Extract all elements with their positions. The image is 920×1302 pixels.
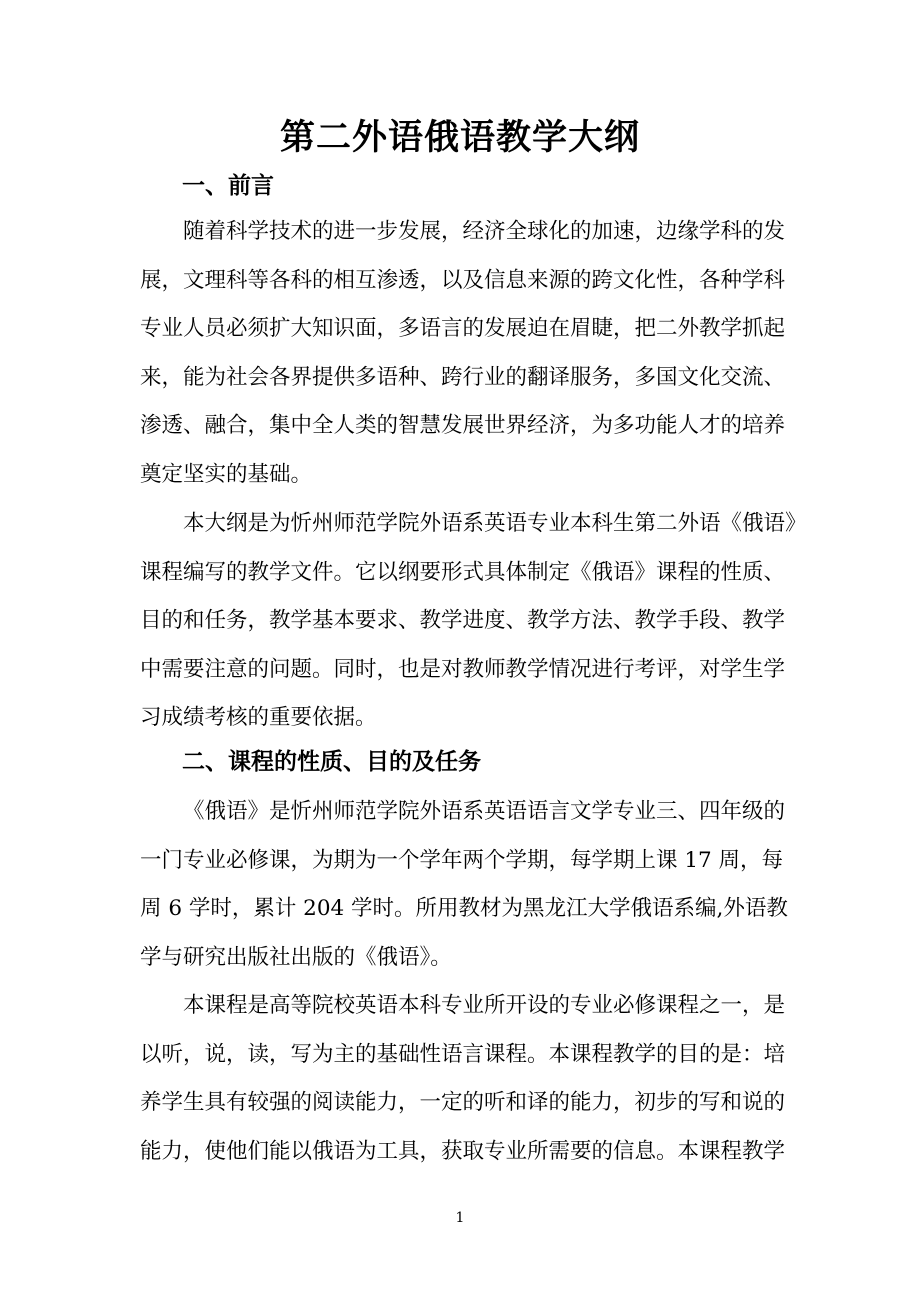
- text-line: 专业人员必须扩大知识面，多语言的发展迫在眉睫，把二外教学抓起: [140, 316, 786, 342]
- section-heading-course-nature: 二、课程的性质、目的及任务: [182, 748, 481, 775]
- paragraph: [140, 982, 786, 1176]
- text-line: 习成绩考核的重要依据。: [140, 705, 377, 731]
- text-line: 养学生具有较强的阅读能力，一定的听和译的能力，初步的写和说的: [140, 1090, 786, 1116]
- text-line: 中需要注意的问题。同时，也是对教师教学情况进行考评，对学生学: [140, 656, 786, 682]
- text-line: 渗透、融合，集中全人类的智慧发展世界经济，为多功能人才的培养: [140, 413, 786, 439]
- document-title: 第二外语俄语教学大纲: [279, 117, 640, 158]
- text-line: 能力，使他们能以俄语为工具，获取专业所需要的信息。本课程教学: [140, 1138, 786, 1164]
- paragraph: [140, 208, 786, 500]
- paragraph: [140, 500, 807, 743]
- text-line: 奠定坚实的基础。: [140, 461, 313, 487]
- text-line: 来，能为社会各界提供多语种、跨行业的翻译服务，多国文化交流、: [140, 364, 786, 390]
- paragraph: [140, 788, 788, 982]
- text-line: 周 6 学时，累计 204 学时。所用教材为黑龙江大学俄语系编,外语教: [140, 896, 788, 922]
- page-number: 1: [455, 1210, 465, 1226]
- text-line: 《俄语》是忻州师范学院外语系英语语言文学专业三、四年级的: [183, 799, 786, 824]
- text-line: 目的和任务，教学基本要求、教学进度、教学方法、教学手段、教学: [140, 608, 786, 634]
- text-line: 本大纲是为忻州师范学院外语系英语专业本科生第二外语《俄语》: [183, 511, 807, 536]
- text-line: 展，文理科等各科的相互渗透，以及信息来源的跨文化性，各种学科: [140, 267, 786, 293]
- text-line: 课程编写的教学文件。它以纲要形式具体制定《俄语》课程的性质、: [140, 559, 786, 585]
- section-heading-preface: 一、前言: [182, 172, 274, 199]
- text-line: 随着科学技术的进一步发展，经济全球化的加速，边缘学科的发: [183, 219, 786, 244]
- text-line: 以听，说，读，写为主的基础性语言课程。本课程教学的目的是：培: [140, 1041, 786, 1067]
- text-line: 本课程是高等院校英语本科专业所开设的专业必修课程之一，是: [183, 993, 786, 1018]
- text-line: 学与研究出版社出版的《俄语》。: [140, 944, 452, 970]
- text-line: 一门专业必修课，为期为一个学年两个学期，每学期上课 17 周，每: [140, 847, 784, 873]
